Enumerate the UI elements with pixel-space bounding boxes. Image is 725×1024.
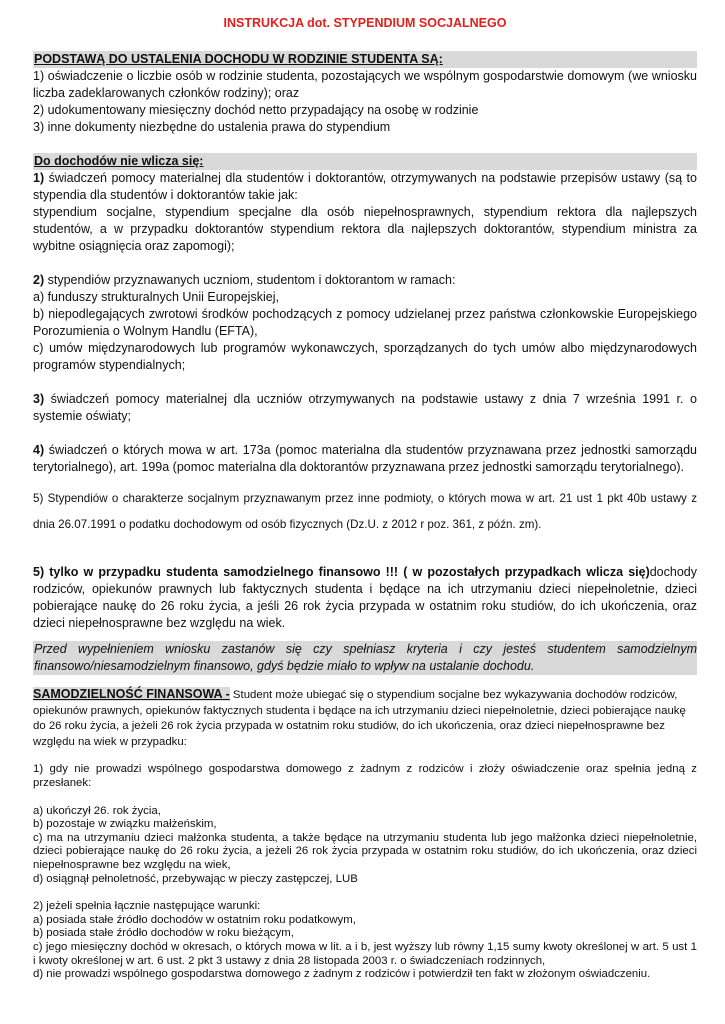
excluded-item-5-independent bbox=[33, 564, 697, 632]
excluded-income-header: Do dochodów nie wlicza się: bbox=[33, 153, 697, 170]
excluded-item-4-number: 4) bbox=[33, 443, 45, 457]
section-financial-independence bbox=[33, 687, 697, 982]
spacer bbox=[33, 538, 697, 564]
independence-intro bbox=[33, 687, 697, 749]
basis-item-2: 2) udokumentowany miesięczny dochód netto przypadający na osobę w rodzinie bbox=[33, 103, 479, 117]
excluded-item-3-text: świadczeń pomocy materialnej dla uczniów otrzymywanych na podstawie ustawy z dnia 7 września 1991 r. o systemie oświaty; bbox=[33, 392, 697, 423]
independence-case-2-a: a) posiada stałe źródło dochodów w ostatnim roku podatkowym, bbox=[33, 913, 356, 926]
independence-case-1: 1) gdy nie prowadzi wspólnego gospodarstwa domowego z żadnym z rodziców i złoży oświadczenie oraz spełnia jedną z przesłanek: bbox=[33, 763, 697, 789]
independence-intro-text: Student może ubiegać się o stypendium socjalne bez wykazywania dochodów rodziców, opiekunów prawnych, opiekunów faktycznych studenta i będące na ich utrzymaniu dzieci niepełnoletnie, dzieci pobierające naukę do 26 roku życia, a jeżeli 26 rok życia przypada w ostatnim roku studiów, do ich ukończenia, oraz dzieci niepełnosprawne bez względu na wiek w przypadku: bbox=[33, 689, 686, 748]
basis-item-1: 1) oświadczenie o liczbie osób w rodzinie studenta, pozostających we wspólnym gospodarstwie domowym (we wniosku liczba zadeklarowanych członków rodziny); oraz bbox=[33, 69, 697, 100]
document-title: INSTRUKCJA dot. STYPENDIUM SOCJALNEGO bbox=[223, 16, 507, 30]
spacer bbox=[33, 374, 697, 391]
excluded-item-5-social-stipends: 5) Stypendiów o charakterze socjalnym przyznawanym przez inne podmioty, o których mowa w art. 21 ust 1 pkt 40b ustawy z dnia 26.07.1991 o podatku dochodowym od osób fizycznych (Dz.U. z 2012 r poz. 361, z późn. zm). bbox=[33, 492, 697, 531]
excluded-item-1 bbox=[33, 170, 697, 204]
spacer bbox=[33, 136, 697, 153]
spacer bbox=[33, 886, 697, 900]
independence-case-1-b: b) pozostaje w związku małżeńskim, bbox=[33, 818, 217, 831]
basis-item-3: 3) inne dokumenty niezbędne do ustalenia prawa do stypendium bbox=[33, 120, 391, 134]
excluded-item-5-rest: dochody rodziców, opiekunów prawnych lub faktycznych studenta i będące na ich utrzymaniu dzieci niepełnoletnie, dzieci pobierające naukę do 26 roku życia, a jeśli 26 rok życia przypada w ostatnim roku studiów, do ich ukończenia, oraz dzieci niepełnosprawne bez względu na wiek. bbox=[33, 565, 697, 630]
spacer bbox=[33, 675, 697, 687]
spacer bbox=[33, 255, 697, 272]
independence-case-2-c: c) jego miesięczny dochód w okresach, o których mowa w lit. a i b, jest wyższy lub równy 1,15 sumy kwoty określonej w art. 5 ust 1 i kwoty określonej w art. 6 ust. 2 pkt 3 ustawy z dnia 28 listopada 2003 r. o świadczeniach rodzinnych, bbox=[33, 940, 697, 967]
excluded-item-5-bold: 5) tylko w przypadku studenta samodzielnego finansowo !!! ( w pozostałych przypadkach wlicza się) bbox=[33, 565, 650, 579]
excluded-item-2-a: a) funduszy strukturalnych Unii Europejskiej, bbox=[33, 290, 279, 304]
excluded-item-1-text: świadczeń pomocy materialnej dla studentów i doktorantów, otrzymywanych na podstawie przepisów ustawy (są to stypendia dla studentów i doktorantów takie jak: bbox=[33, 171, 697, 202]
independence-case-1-a: a) ukończył 26. rok życia, bbox=[33, 804, 161, 817]
excluded-item-4 bbox=[33, 442, 697, 476]
independence-case-1-c: c) ma na utrzymaniu dzieci małżonka studenta, a także będące na utrzymaniu studenta lub jego małżonka dzieci niepełnoletnie, dzieci pobierające naukę do 26 roku życia, a jeżeli 26 rok życia przypada w ostatnim roku studiów, do ich ukończenia, oraz dzieci niepełnosprawne bez względu na wiek, bbox=[33, 831, 697, 871]
excluded-item-2 bbox=[33, 272, 697, 289]
spacer bbox=[33, 749, 697, 763]
excluded-item-1-number: 1) bbox=[33, 171, 45, 185]
section-basis bbox=[33, 51, 697, 136]
excluded-item-4-text: świadczeń o których mowa w art. 173a (pomoc materialna dla studentów przyznawana przez jednostki samorządu terytorialnego), art. 199a (pomoc materialna dla doktorantów przyznawana przez jednostki samorządu terytorialnego). bbox=[33, 443, 697, 474]
excluded-item-2-number: 2) bbox=[33, 273, 45, 287]
spacer bbox=[33, 791, 697, 805]
independence-case-2-b: b) posiada stałe źródło dochodów w roku bieżącym, bbox=[33, 927, 294, 940]
spacer bbox=[33, 425, 697, 442]
excluded-item-3-number: 3) bbox=[33, 392, 45, 406]
independence-header: SAMODZIELNOŚĆ FINANSOWA - bbox=[33, 687, 230, 701]
independence-case-1-d: d) osiągnął pełnoletność, przebywając w pieczy zastępczej, LUB bbox=[33, 872, 358, 885]
excluded-item-3 bbox=[33, 391, 697, 425]
independence-case-2-d: d) nie prowadzi wspólnego gospodarstwa domowego z żadnym z rodziców i potwierdził ten fakt w złożonym oświadczeniu. bbox=[33, 968, 651, 981]
excluded-item-2-b: b) niepodlegających zwrotowi środków pochodzących z pomocy udzielanej przez państwa członkowskie Europejskiego Porozumienia o Wolnym Handlu (EFTA), bbox=[33, 307, 697, 338]
excluded-item-2-text: stypendiów przyznawanych uczniom, studentom i doktorantom w ramach: bbox=[44, 273, 456, 287]
independence-case-2: 2) jeżeli spełnia łącznie następujące warunki: bbox=[33, 900, 261, 913]
excluded-item-1-detail: stypendium socjalne, stypendium specjalne dla osób niepełnosprawnych, stypendium rektora dla najlepszych studentów, a w przypadku doktorantów stypendium rektora dla najlepszych doktorantów, stypendium ministra za wybitne osiągnięcia oraz zapomogi); bbox=[33, 205, 697, 253]
section-basis-header: PODSTAWĄ DO USTALENIA DOCHODU W RODZINIE STUDENTA SĄ: bbox=[33, 51, 697, 68]
note-box: Przed wypełnieniem wniosku zastanów się czy spełniasz kryteria i czy jesteś studentem samodzielnym finansowo/niesamodzielnym finansowo, gdyś będzie miało to wpływ na ustalanie dochodu. bbox=[34, 642, 697, 673]
section-excluded-income bbox=[33, 153, 697, 632]
excluded-item-2-c: c) umów międzynarodowych lub programów wykonawczych, sporządzanych do tych umów albo międzynarodowych programów stypendialnych; bbox=[33, 341, 697, 372]
